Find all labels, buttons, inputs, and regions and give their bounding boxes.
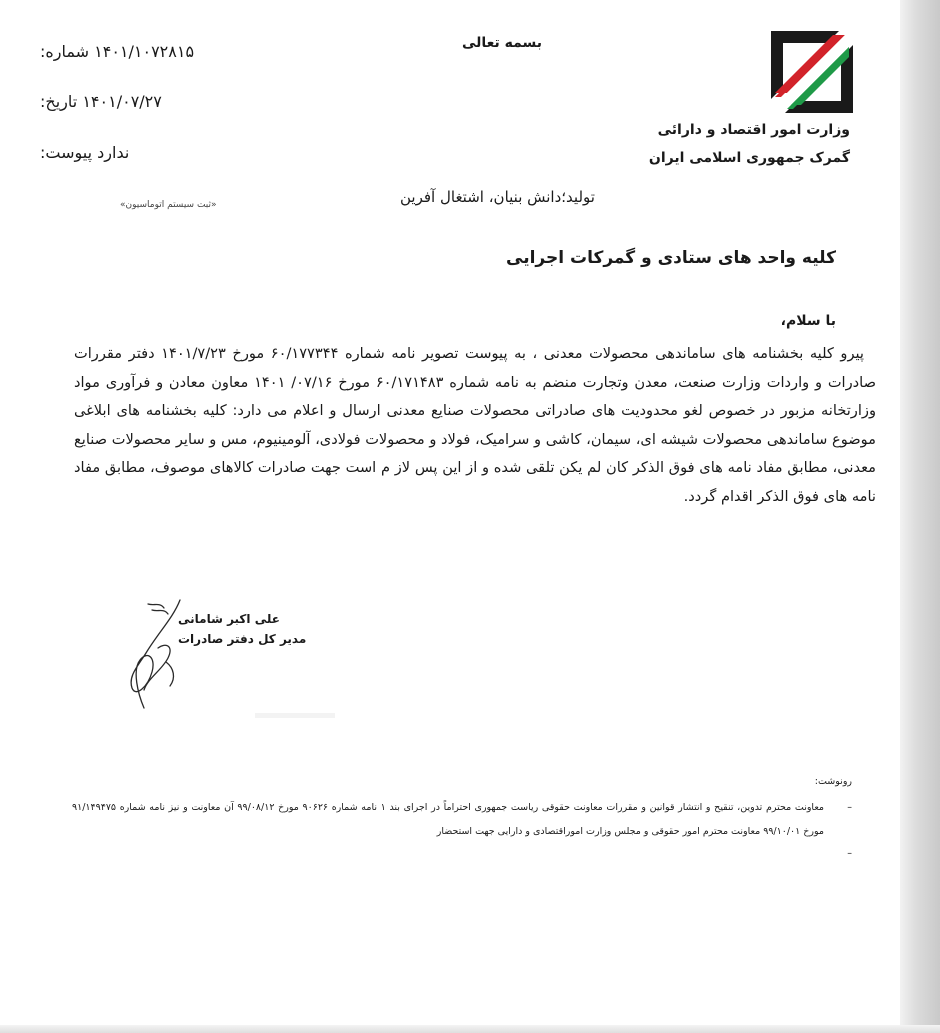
letter-slogan: تولید؛دانش بنیان، اشتغال آفرین [400,188,595,206]
paper-bottom-edge [0,1025,940,1033]
body-paragraph: پیرو کلیه بخشنامه های ساماندهی محصولات معدنی ، به پیوست تصویر نامه شماره ۶۰/۱۷۷۳۴۴ مورخ ۱۴۰۱/۷/۲۳ دفتر مقررات صادرات و واردات وزارت صنعت، معدن وتجارت منضم به نامه شماره ۶۰/۱۷۱۴۸۳ مورخ ۰۷/۱۶/ ۱۴۰۱ معاون معادن و فرآوری مواد وزارتخانه مزبور در خصوص لغو محدودیت های صادراتی محصولات صنایع معدنی ارسال و اعلام می دارد: کلیه بخشنامه های ابلاغی موضوع ساماندهی محصولات شیشه ای، سیمان، کاشی و سرامیک، فولاد و محصولات فولادی، آلومینیوم، مس و سایر محصولات صنایع معدنی، مطابق مفاد نامه های فوق الذکر کان لم یکن تلقی شده و از این پس لاز م است جهت صادرات کالاهای موصوف، مطابق مفاد نامه های فوق الذکر اقدام گردد. [74,345,876,505]
customs-logo-icon [767,27,857,117]
signatory-title: مدیر کل دفتر صادرات [178,632,307,646]
letter-date [40,92,240,111]
number-label: شماره: [40,42,90,61]
cc-item-text: معاونت محترم تدوین، تنقیح و انتشار قوانین و مقررات معاونت حقوقی ریاست جمهوری احتراماً در اجرای بند ۱ نامه شماره ۹۰۶۲۶ مورخ ۹۹/۰۸/۱۲ آن معاونت و نیز نامه شماره ۹۱/۱۴۹۴۷۵ مورخ ۹۹/۱۰/۰۱ معاونت محترم امور حقوقی و مجلس وزارت اموراقتصادی و دارایی جهت استحضار [72,802,824,837]
letter-number [40,42,240,61]
paper-edge-shadow [900,0,940,1033]
automation-stamp-note: «ثبت سیستم اتوماسیون» [120,200,217,210]
cc-item [72,796,852,844]
number-value: ۱۴۰۱/۱۰۷۲۸۱۵ [94,42,195,61]
faint-mark [255,713,335,718]
org-ministry-name: وزارت امور اقتصاد و دارائی [657,122,850,138]
cc-dash: – [847,848,852,859]
signatory-name: علی اکبر شامانی [178,612,280,626]
letter-greeting: با سلام، [780,313,836,329]
cc-dash: – [847,802,852,813]
letter-body [74,340,876,512]
org-customs-name: گمرک جمهوری اسلامی ایران [648,150,850,166]
date-value: ۱۴۰۱/۰۷/۲۷ [82,92,162,111]
attachment-value: ندارد [97,143,130,162]
attachment-label: پیوست: [40,143,93,162]
letter-recipient: کلیه واحد های ستادی و گمرکات اجرایی [506,248,836,268]
cc-label: رونوشت: [814,776,852,787]
basmala-heading: بسمه تعالی [461,35,543,51]
letter-attachment [40,143,240,162]
date-label: تاریخ: [40,92,78,111]
